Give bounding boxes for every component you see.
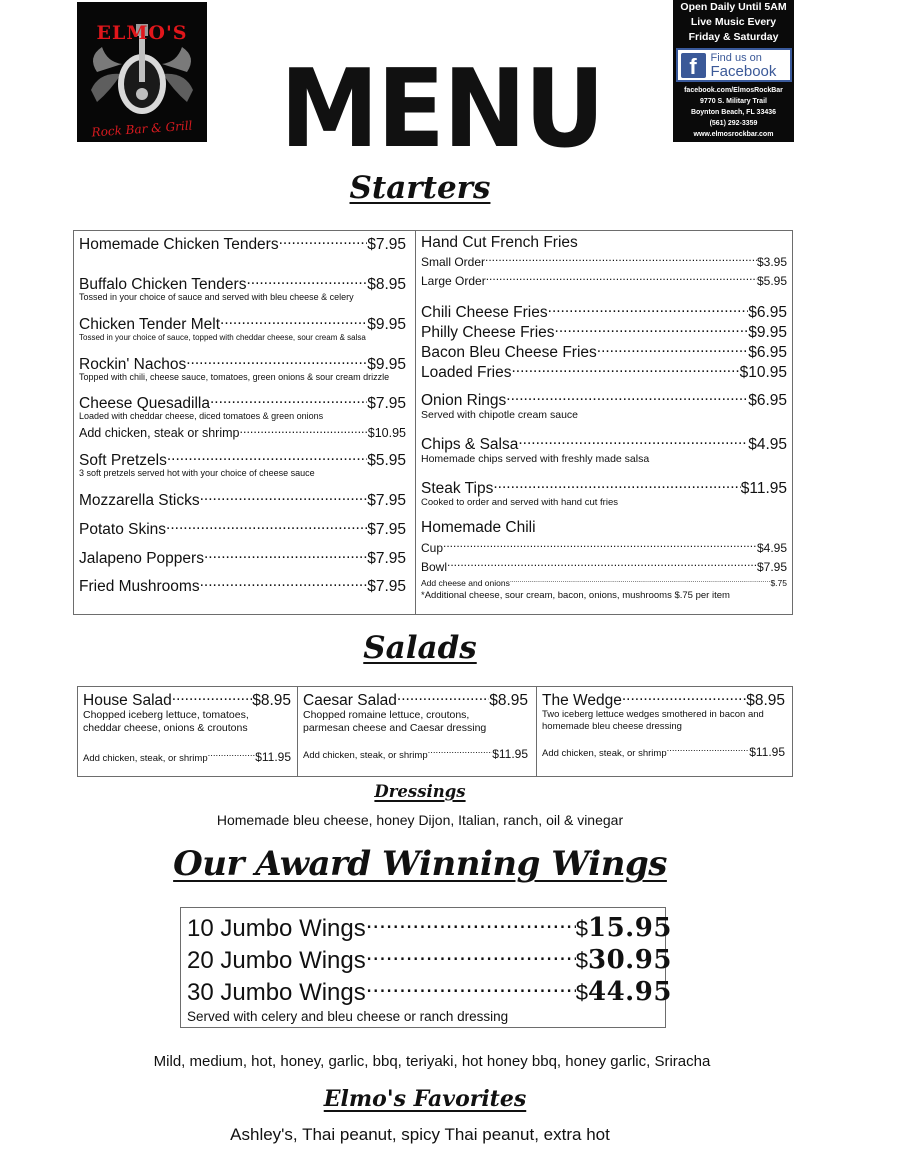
salads-box — [77, 686, 793, 777]
dressings-list: Homemade bleu cheese, honey Dijon, Italian, ranch, oil & vinegar — [216, 812, 624, 828]
logo-name: ELMO'S — [96, 22, 188, 44]
website-url[interactable]: www.elmosrockbar.com — [693, 131, 774, 138]
dressings-heading: Dressings — [374, 782, 466, 801]
starters-box — [73, 230, 793, 615]
item-desc: Cooked to order and served with hand cut fries — [421, 497, 618, 508]
menu-item: Chili Cheese Fries ..... $6.95 — [421, 301, 787, 322]
menu-item: Fried Mushrooms ..... $7.95 — [79, 575, 406, 596]
starters-heading: Starters — [349, 170, 491, 206]
wings-note: Served with celery and bleu cheese or ranch dressing — [187, 1009, 509, 1024]
menu-item: Large Order ..... $5.95 — [421, 272, 787, 290]
menu-item: Bacon Bleu Cheese Fries ..... $6.95 — [421, 341, 787, 362]
fries-title: Hand Cut French Fries — [421, 234, 578, 251]
facebook-icon: f — [681, 53, 706, 78]
menu-item: Bowl ..... $7.95 — [421, 558, 787, 576]
menu-item: Philly Cheese Fries ..... $9.95 — [421, 321, 787, 342]
wing-item: 30 Jumbo Wings ..... $ 44.95 — [187, 976, 659, 1008]
menu-addon: Add chicken, steak, or shrimp ..... $11.95 — [542, 745, 785, 761]
favorites-heading: Elmo's Favorites — [323, 1086, 527, 1112]
menu-item: House Salad ..... $8.95 — [83, 689, 291, 710]
facebook-badge[interactable] — [676, 48, 792, 82]
salad-house — [83, 687, 291, 776]
item-desc: 3 soft pretzels served hot with your choice of cheese sauce — [79, 468, 315, 478]
menu-item: The Wedge ..... $8.95 — [542, 689, 785, 710]
facebook-name-label: Facebook — [710, 63, 777, 80]
menu-item: Caesar Salad ..... $8.95 — [303, 689, 528, 710]
item-desc: Chopped romaine lettuce, croutons, parmesan cheese and Caesar dressing — [303, 709, 487, 734]
wing-sauces-list: Mild, medium, hot, honey, garlic, bbq, teriyaki, hot honey bbq, honey garlic, Sriracha — [153, 1053, 711, 1070]
info-box — [673, 0, 794, 142]
menu-item: Homemade Chicken Tenders ..... $7.95 — [79, 233, 406, 254]
menu-item: Mozzarella Sticks ..... $7.95 — [79, 489, 406, 510]
item-desc: Loaded with cheddar cheese, diced tomatoes & green onions — [79, 411, 324, 421]
street-address: 9770 S. Military Trail — [700, 98, 767, 105]
item-desc: Two iceberg lettuce wedges smothered in bacon and homemade bleu cheese dressing — [542, 709, 764, 732]
menu-item: Rockin' Nachos ..... $9.95 — [79, 353, 406, 374]
elmos-logo — [77, 2, 207, 142]
item-desc: Homemade chips served with freshly made salsa — [421, 453, 650, 465]
menu-addon: Add cheese and onions ..... $.75 — [421, 577, 787, 589]
favorites-list: Ashley's, Thai peanut, spicy Thai peanut, extra hot — [230, 1125, 610, 1144]
item-desc: Tossed in your choice of sauce and served with bleu cheese & celery — [79, 292, 354, 302]
menu-item: Chicken Tender Melt ..... $9.95 — [79, 313, 406, 334]
music-text-2: Friday & Saturday — [688, 31, 779, 43]
item-desc: Topped with chili, cheese sauce, tomatoes, green onions & sour cream drizzle — [79, 372, 390, 382]
menu-item: Potato Skins ..... $7.95 — [79, 518, 406, 539]
phone-number: (561) 292-3359 — [709, 120, 758, 127]
chili-note: *Additional cheese, sour cream, bacon, onions, mushrooms $.75 per item — [421, 590, 730, 601]
chili-title: Homemade Chili — [421, 519, 536, 536]
salads-heading: Salads — [363, 630, 477, 666]
logo-tagline: Rock Bar & Grill — [91, 118, 193, 140]
menu-item: Onion Rings ..... $6.95 — [421, 389, 787, 410]
wings-heading: Our Award Winning Wings — [173, 844, 667, 884]
menu-addon: Add chicken, steak, or shrimp ..... $11.95 — [303, 747, 528, 763]
salad-wedge — [542, 687, 785, 776]
menu-item: Buffalo Chicken Tenders ..... $8.95 — [79, 273, 406, 294]
menu-item: Cheese Quesadilla ..... $7.95 — [79, 392, 406, 413]
menu-addon: Add chicken, steak or shrimp ..... $10.95 — [79, 424, 406, 441]
starters-left-column — [79, 231, 406, 614]
menu-item: Steak Tips ..... $11.95 — [421, 477, 787, 498]
facebook-find-label: Find us on — [710, 52, 762, 64]
wings-box — [180, 907, 672, 1028]
item-desc: Chopped iceberg lettuce, tomatoes, cheddar cheese, onions & croutons — [83, 709, 249, 734]
item-desc: Tossed in your choice of sauce, topped with cheddar cheese, sour cream & salsa — [79, 333, 366, 342]
facebook-url[interactable]: facebook.com/ElmosRockBar — [684, 87, 783, 94]
menu-item: Small Order ..... $3.95 — [421, 253, 787, 271]
wing-item: 10 Jumbo Wings ..... $ 15.95 — [187, 912, 659, 944]
item-desc: Served with chipotle cream sauce — [421, 409, 578, 421]
starters-right-column — [421, 231, 787, 614]
menu-item: Cup ..... $4.95 — [421, 539, 787, 557]
menu-item: Chips & Salsa ..... $4.95 — [421, 433, 787, 454]
menu-item: Soft Pretzels ..... $5.95 — [79, 449, 406, 470]
menu-item: Jalapeno Poppers ..... $7.95 — [79, 547, 406, 568]
menu-addon: Add chicken, steak, or shrimp ..... $11.95 — [83, 750, 291, 766]
wing-item: 20 Jumbo Wings ..... $ 30.95 — [187, 944, 659, 976]
hours-text: Open Daily Until 5AM — [680, 1, 787, 13]
music-text-1: Live Music Every — [690, 16, 777, 28]
menu-item: Loaded Fries ..... $10.95 — [421, 361, 787, 382]
city-address: Boynton Beach, FL 33436 — [690, 109, 777, 116]
page-title: MENU — [280, 47, 604, 172]
salad-caesar — [303, 687, 528, 776]
